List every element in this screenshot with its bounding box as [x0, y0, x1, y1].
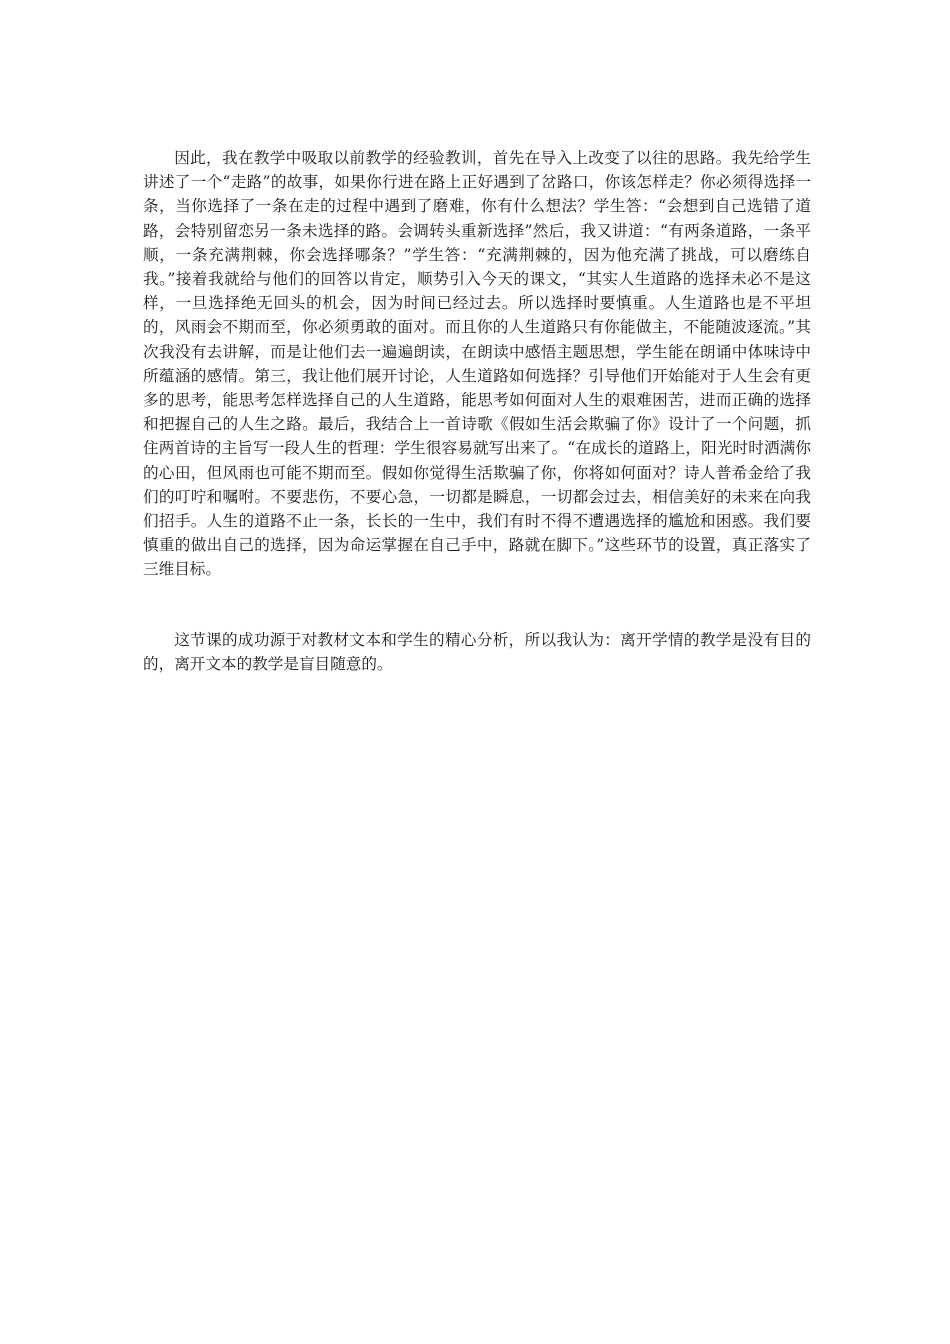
body-paragraph-2: 这节课的成功源于对教材文本和学生的精心分析，所以我认为：离开学情的教学是没有目的的，离开文本的教学是盲目随意的。 — [143, 631, 811, 674]
body-paragraph-1: 因此，我在教学中吸取以前教学的经验教训，首先在导入上改变了以往的思路。我先给学生讲述了一个“走路”的故事，如果你行进在路上正好遇到了岔路口，你该怎样走？你必须得选择一条，当你选择了一条在走的过程中遇到了磨难，你有什么想法？学生答：“会想到自己选错了道路，会特别留恋另一条未选择的路。会调转头重新选择”然后，我又讲道：“有两条道路，一条平顺，一条充满荆棘，你会选择哪条？”学生答：“充满荆棘的，因为他充满了挑战，可以磨练自我。”接着我就给与他们的回答以肯定，顺势引入今天的课文，“其实人生道路的选择未必不是这样，一旦选择绝无回头的机会，因为时间已经过去。所以选择时要慎重。人生道路也是不平坦的，风雨会不期而至，你必须勇敢的面对。而且你的人生道路只有你能做主，不能随波逐流。”其次我没有去讲解，而是让他们去一遍遍朗读，在朗读中感悟主题思想，学生能在朗诵中体味诗中所蕴涵的感情。第三，我让他们展开讨论，人生道路如何选择？引导他们开始能对于人生会有更多的思考，能思考怎样选择自己的人生道路，能思考如何面对人生的艰难困苦，进而正确的选择和把握自己的人生之路。最后，我结合上一首诗歌《假如生活会欺骗了你》设计了一个问题，抓住两首诗的主旨写一段人生的哲理：学生很容易就写出来了。“在成长的道路上，阳光时时洒满你的心田，但风雨也可能不期而至。假如你觉得生活欺骗了你，你将如何面对？诗人普希金给了我们的叮咛和嘱咐。不要悲伤，不要心急，一切都是瞬息，一切都会过去，相信美好的未来在向我们招手。人生的道路不止一条，长长的一生中，我们有时不得不遭遇选择的尴尬和困惑。我们要慎重的做出自己的选择，因为命运掌握在自己手中，路就在脚下。”这些环节的设置，真正落实了三维目标。 — [143, 149, 811, 579]
